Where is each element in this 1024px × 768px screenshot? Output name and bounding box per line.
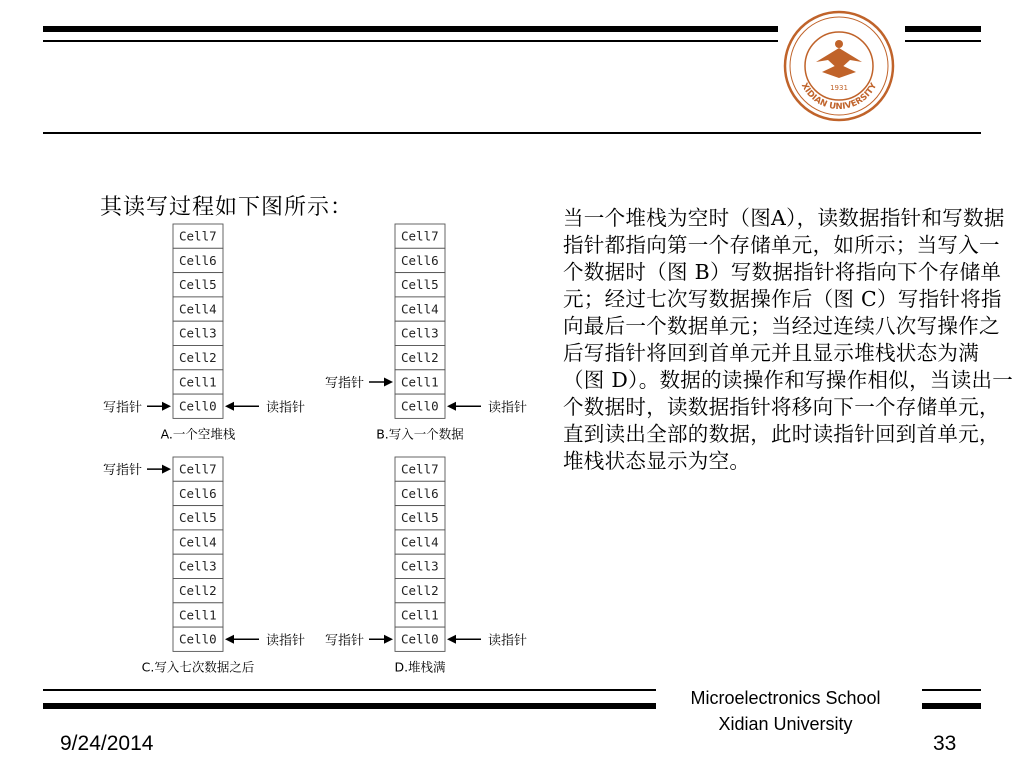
write-pointer-label: 写指针 bbox=[324, 375, 364, 391]
description-paragraph: 当一个堆栈为空时（图A），读数据指针和写数据指针都指向第一个存储单元，如所示；当写入一个数据时（图 B）写数据指针将指向下个存储单元；经过七次写数据操作后（图 C）写指针将指向最后一个数据单元；当经过连续八次写操作之后写指针将回到首单元并且显示堆栈状态为满（图 D）。数据的读操作和写操作相似，当读出一个数据时，读数据指针将移向下一个存储单元，直到读出全部的数据，此时读指针回到首单元，堆栈状态显示为空。 bbox=[563, 206, 1014, 473]
stack-cell-label: Cell3 bbox=[179, 325, 217, 341]
stack-cell-label: Cell1 bbox=[179, 374, 217, 390]
intro-text: 其读写过程如下图所示： bbox=[100, 195, 354, 220]
slide-date: 9/24/2014 bbox=[60, 732, 154, 755]
header-rule-thin-right bbox=[905, 40, 981, 42]
footer-rule-thick bbox=[43, 703, 656, 709]
stack-cell-label: Cell2 bbox=[179, 583, 217, 598]
page-number: 33 bbox=[933, 732, 957, 755]
emblem-eagle bbox=[816, 40, 862, 78]
stack-cell-label: Cell2 bbox=[179, 350, 217, 365]
stack-cell-label: Cell6 bbox=[179, 252, 217, 268]
stack-cell-label: Cell1 bbox=[179, 607, 217, 623]
read-pointer-arrowhead bbox=[225, 402, 234, 411]
stack-cell-label: Cell5 bbox=[401, 277, 439, 293]
stack-cell-label: Cell5 bbox=[179, 510, 217, 526]
write-pointer-label: 写指针 bbox=[102, 400, 142, 416]
write-pointer-arrowhead bbox=[162, 465, 171, 474]
stack-cell-label: Cell6 bbox=[179, 485, 217, 501]
xidian-university-emblem-icon bbox=[778, 8, 900, 124]
stack-cell-label: Cell5 bbox=[401, 510, 439, 526]
footer-rule-thick-right bbox=[922, 703, 981, 709]
stack-cell-label: Cell0 bbox=[179, 398, 217, 414]
footer-rule-thin bbox=[43, 689, 656, 691]
write-pointer-arrowhead bbox=[384, 635, 393, 644]
footer-rule-thin-right bbox=[922, 689, 981, 691]
stack-cell-label: Cell4 bbox=[401, 534, 439, 550]
panel-caption: B.写入一个数据 bbox=[376, 426, 464, 442]
header-rule-thick-right bbox=[905, 26, 981, 32]
stack-cell-label: Cell3 bbox=[179, 558, 217, 574]
read-pointer-arrowhead bbox=[447, 635, 456, 644]
stack-cell-label: Cell7 bbox=[179, 461, 217, 477]
stack-cell-label: Cell1 bbox=[401, 607, 439, 623]
stack-cell-label: Cell0 bbox=[179, 631, 217, 647]
read-pointer-arrowhead bbox=[447, 402, 456, 411]
stack-cell-label: Cell7 bbox=[179, 228, 217, 244]
stack-cell-label: Cell2 bbox=[401, 350, 439, 365]
stack-cell-label: Cell3 bbox=[401, 325, 439, 341]
read-pointer-label: 读指针 bbox=[266, 400, 306, 416]
stack-cell-label: Cell4 bbox=[179, 534, 217, 550]
stack-cell-label: Cell4 bbox=[179, 301, 217, 317]
read-pointer-label: 读指针 bbox=[488, 400, 528, 416]
stack-diagram bbox=[0, 0, 560, 700]
stack-cell-label: Cell7 bbox=[401, 228, 439, 244]
school-line-2: Xidian University bbox=[718, 714, 853, 734]
stack-cell-label: Cell7 bbox=[401, 461, 439, 477]
stack-cell-label: Cell5 bbox=[179, 277, 217, 293]
school-line-1: Microelectronics School bbox=[690, 688, 881, 708]
emblem-year: 1931 bbox=[830, 84, 848, 92]
stack-cell-label: Cell4 bbox=[401, 301, 439, 317]
write-pointer-label: 写指针 bbox=[324, 633, 364, 649]
write-pointer-arrowhead bbox=[162, 402, 171, 411]
stack-cell-label: Cell1 bbox=[401, 374, 439, 390]
stack-cell-label: Cell6 bbox=[401, 252, 439, 268]
emblem-name: XIDIAN UNIVERSITY bbox=[798, 81, 880, 113]
stack-cell-label: Cell3 bbox=[401, 558, 439, 574]
stack-cell-label: Cell0 bbox=[401, 631, 439, 647]
panel-caption: A.一个空堆栈 bbox=[160, 426, 236, 442]
read-pointer-label: 读指针 bbox=[488, 633, 528, 649]
school-name bbox=[658, 685, 913, 737]
panel-caption: D.堆栈满 bbox=[394, 659, 446, 675]
stack-cell-label: Cell2 bbox=[401, 583, 439, 598]
panel-caption: C.写入七次数据之后 bbox=[141, 659, 255, 675]
read-pointer-label: 读指针 bbox=[266, 633, 306, 649]
stack-cell-label: Cell6 bbox=[401, 485, 439, 501]
write-pointer-label: 写指针 bbox=[102, 463, 142, 479]
stack-cell-label: Cell0 bbox=[401, 398, 439, 414]
read-pointer-arrowhead bbox=[225, 635, 234, 644]
write-pointer-arrowhead bbox=[384, 377, 393, 386]
